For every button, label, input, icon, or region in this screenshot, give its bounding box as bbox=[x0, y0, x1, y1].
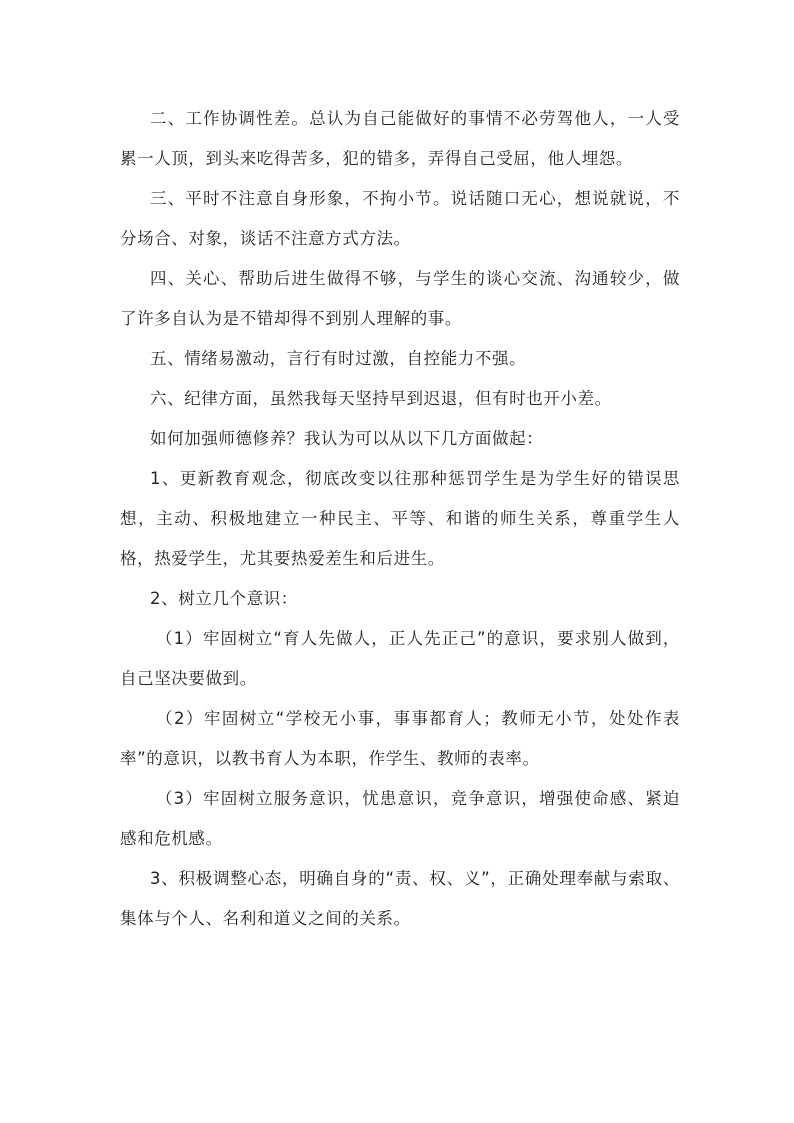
paragraph-shortcoming-5: 五、情绪易激动，言行有时过激，自控能力不强。 bbox=[150, 349, 527, 368]
paragraph-measure-2-item-2: （2）牢固树立“学校无小事，事事都育人；教师无小节，处处作表率”的意识，以教书育人为本职，作学生、教师的表率。 bbox=[120, 709, 680, 768]
paragraph-shortcoming-3: 三、平时不注意自身形象，不拘小节。说话随口无心，想说就说，不分场合、对象，谈话不注意方式方法。 bbox=[120, 189, 680, 248]
document-body bbox=[120, 99, 680, 939]
paragraph-measure-3: 3、积极调整心态，明确自身的“责、权、义”，正确处理奉献与索取、集体与个人、名利和道义之间的关系。 bbox=[120, 869, 680, 928]
paragraph-measure-2-item-1: （1）牢固树立“育人先做人，正人先正己”的意识，要求别人做到，自己坚决要做到。 bbox=[120, 629, 680, 688]
paragraph-shortcoming-6: 六、纪律方面，虽然我每天坚持早到迟退，但有时也开小差。 bbox=[150, 389, 612, 408]
paragraph-intro-question: 如何加强师德修养？我认为可以从以下几方面做起： bbox=[150, 429, 544, 448]
paragraph-measure-1: 1、更新教育观念，彻底改变以往那种惩罚学生是为学生好的错误思想，主动、积极地建立一种民主、平等、和谐的师生关系，尊重学生人格，热爱学生，尤其要热爱差生和后进生。 bbox=[120, 469, 680, 568]
paragraph-shortcoming-2: 二、工作协调性差。总认为自己能做好的事情不必劳驾他人，一人受累一人顶，到头来吃得苦多，犯的错多，弄得自己受屈，他人埋怨。 bbox=[120, 109, 680, 168]
paragraph-measure-2-item-3: （3）牢固树立服务意识，忧患意识，竞争意识，增强使命感、紧迫感和危机感。 bbox=[120, 789, 680, 848]
paragraph-shortcoming-4: 四、关心、帮助后进生做得不够，与学生的谈心交流、沟通较少，做了许多自认为是不错却得不到别人理解的事。 bbox=[120, 269, 680, 328]
paragraph-measure-2: 2、树立几个意识： bbox=[150, 589, 298, 608]
